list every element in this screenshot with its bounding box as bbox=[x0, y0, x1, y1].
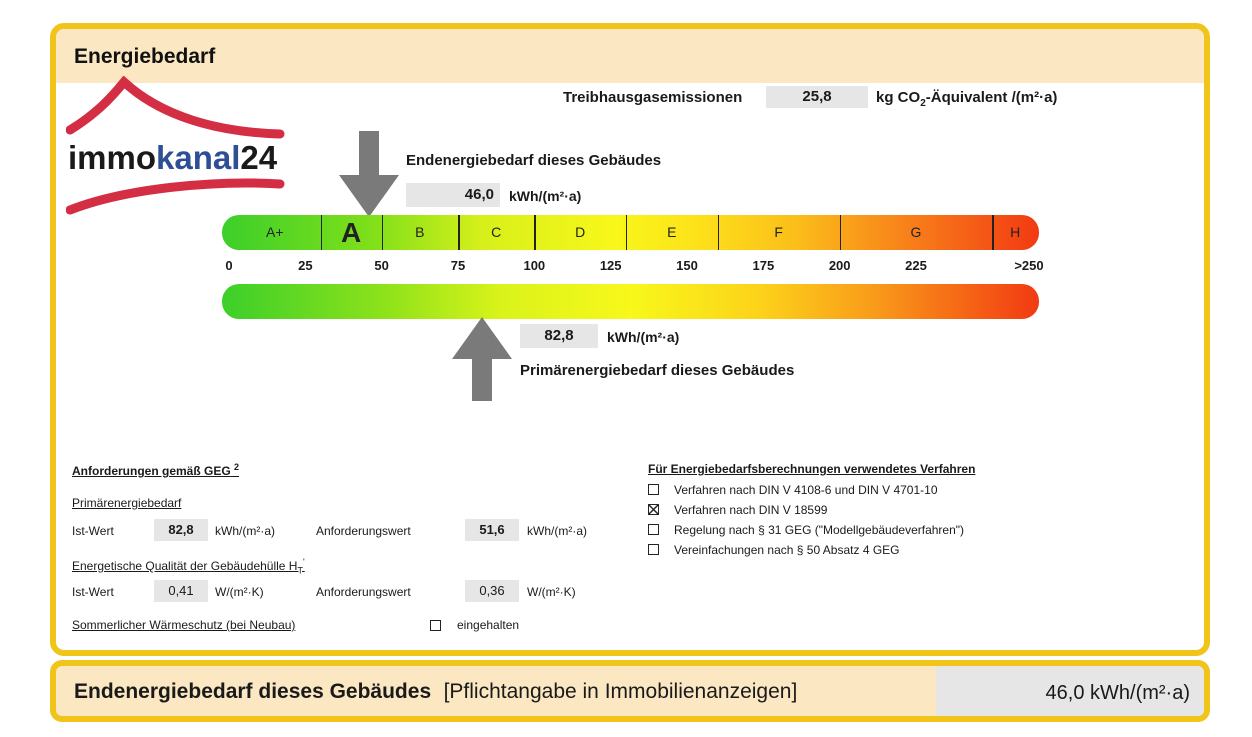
huelle-ist-unit: W/(m²·K) bbox=[215, 585, 264, 599]
energy-class-divider bbox=[718, 215, 720, 250]
primaer-ist-value: 82,8 bbox=[154, 519, 208, 541]
scale-tick-label: 225 bbox=[905, 258, 927, 273]
verfahren-option-label: Verfahren nach DIN V 18599 bbox=[674, 503, 828, 517]
primaer-anf-label: Anforderungswert bbox=[316, 524, 411, 538]
footer-bar bbox=[50, 660, 1210, 722]
primaer-ist-unit: kWh/(m²·a) bbox=[215, 524, 275, 538]
verfahren-option-label: Verfahren nach DIN V 4108-6 und DIN V 4701-10 bbox=[674, 483, 938, 497]
huelle-anf-label: Anforderungswert bbox=[316, 585, 411, 599]
energy-class-b: B bbox=[415, 224, 425, 240]
emissions-unit-suffix: -Äquivalent /(m²·a) bbox=[925, 89, 1058, 106]
energy-class-d: D bbox=[575, 224, 586, 240]
energy-class-divider bbox=[840, 215, 842, 250]
requirements-title bbox=[72, 462, 239, 478]
scale-tick-label: 200 bbox=[828, 258, 851, 273]
scale-tick-label: 175 bbox=[752, 258, 775, 273]
huelle-ist-value: 0,41 bbox=[154, 580, 208, 602]
huelle-anf-value: 0,36 bbox=[465, 580, 519, 602]
primaerenergie-label: Primärenergiebedarf dieses Gebäudes bbox=[520, 362, 795, 379]
logo-text bbox=[68, 139, 277, 177]
huelle-section-title bbox=[72, 557, 305, 575]
primaerenergie-arrow-icon bbox=[452, 317, 512, 401]
verfahren-checkbox[interactable] bbox=[648, 504, 659, 515]
requirements-title-text: Anforderungen gemäß GEG bbox=[72, 464, 231, 478]
energy-class-divider bbox=[458, 215, 460, 250]
energy-class-divider bbox=[382, 215, 384, 250]
logo-text-kanal: kanal bbox=[156, 139, 241, 176]
primaer-anf-value: 51,6 bbox=[465, 519, 519, 541]
energy-class-h: H bbox=[1010, 224, 1021, 240]
sommer-checkbox[interactable] bbox=[430, 620, 441, 631]
energy-class-c: C bbox=[491, 224, 502, 240]
huelle-title-sub: T bbox=[297, 565, 303, 576]
verfahren-option-label: Regelung nach § 31 GEG ("Modellgebäudeverfahren") bbox=[674, 523, 965, 537]
scale-tick-label: 100 bbox=[523, 258, 546, 273]
huelle-anf-unit: W/(m²·K) bbox=[527, 585, 576, 599]
logo bbox=[66, 76, 286, 216]
huelle-title-sup: ' bbox=[302, 557, 305, 567]
scale-tick-label: >250 bbox=[1014, 258, 1044, 273]
energy-class-divider bbox=[626, 215, 628, 250]
endenergie-value: 46,0 bbox=[406, 183, 500, 207]
endenergie-arrow-icon bbox=[339, 131, 399, 217]
footer-value: 46,0 kWh/(m²·a) bbox=[1045, 682, 1190, 704]
panel-title: Energiebedarf bbox=[74, 45, 216, 68]
primaerenergie-unit: kWh/(m²·a) bbox=[607, 329, 680, 345]
energy-class-divider bbox=[992, 215, 994, 250]
verfahren-checkbox[interactable] bbox=[648, 484, 659, 495]
scale-tick-label: 150 bbox=[676, 258, 698, 273]
energy-class-e: E bbox=[667, 224, 677, 240]
emissions-unit-sub: 2 bbox=[920, 98, 926, 109]
requirements-title-sup: 2 bbox=[234, 462, 240, 472]
logo-text-24: 24 bbox=[240, 139, 278, 176]
huelle-ist-label: Ist-Wert bbox=[72, 585, 114, 599]
huelle-title-text: Energetische Qualität der Gebäudehülle H bbox=[72, 559, 298, 573]
verfahren-title: Für Energiebedarfsberechnungen verwendetes Verfahren bbox=[648, 462, 976, 476]
footer-note: [Pflichtangabe in Immobilienanzeigen] bbox=[443, 680, 798, 703]
scale-tick-label: 25 bbox=[298, 258, 313, 273]
emissions-unit-prefix: kg CO bbox=[876, 89, 921, 106]
energy-class-divider bbox=[534, 215, 536, 250]
endenergie-label: Endenergiebedarf dieses Gebäudes bbox=[406, 152, 662, 169]
energy-class-f: F bbox=[774, 224, 783, 240]
primaer-section-title: Primärenergiebedarf bbox=[72, 496, 182, 510]
footer-value-box bbox=[936, 666, 1204, 716]
energy-class-divider bbox=[321, 215, 323, 250]
energy-gradient-bar bbox=[222, 284, 1039, 319]
logo-text-immo: immo bbox=[68, 139, 157, 176]
sommer-checkbox-label: eingehalten bbox=[457, 618, 520, 632]
scale-tick-label: 75 bbox=[450, 258, 466, 273]
verfahren-checkbox[interactable] bbox=[648, 544, 659, 555]
verfahren-checkbox[interactable] bbox=[648, 524, 659, 535]
verfahren-option-label: Vereinfachungen nach § 50 Absatz 4 GEG bbox=[674, 543, 900, 557]
energy-class-g: G bbox=[910, 224, 922, 240]
primaerenergie-value: 82,8 bbox=[520, 324, 598, 348]
panel-header bbox=[56, 29, 1204, 83]
scale-tick-label: 125 bbox=[599, 258, 622, 273]
scale-tick-label: 50 bbox=[374, 258, 389, 273]
footer-title: Endenergiebedarf dieses Gebäudes bbox=[74, 680, 432, 703]
footer-text bbox=[74, 680, 797, 704]
energy-class-aplus: A+ bbox=[266, 224, 284, 240]
primaer-ist-label: Ist-Wert bbox=[72, 524, 114, 538]
energy-class-a: A bbox=[341, 217, 362, 248]
sommer-label: Sommerlicher Wärmeschutz (bei Neubau) bbox=[72, 618, 296, 632]
energy-class-bar bbox=[222, 215, 1039, 250]
endenergie-unit: kWh/(m²·a) bbox=[509, 188, 582, 204]
primaer-anf-unit: kWh/(m²·a) bbox=[527, 524, 587, 538]
emissions-unit bbox=[876, 89, 1057, 109]
scale-tick-label: 0 bbox=[225, 258, 233, 273]
emissions-value: 25,8 bbox=[766, 86, 868, 108]
emissions-label: Treibhausgasemissionen bbox=[563, 89, 743, 106]
